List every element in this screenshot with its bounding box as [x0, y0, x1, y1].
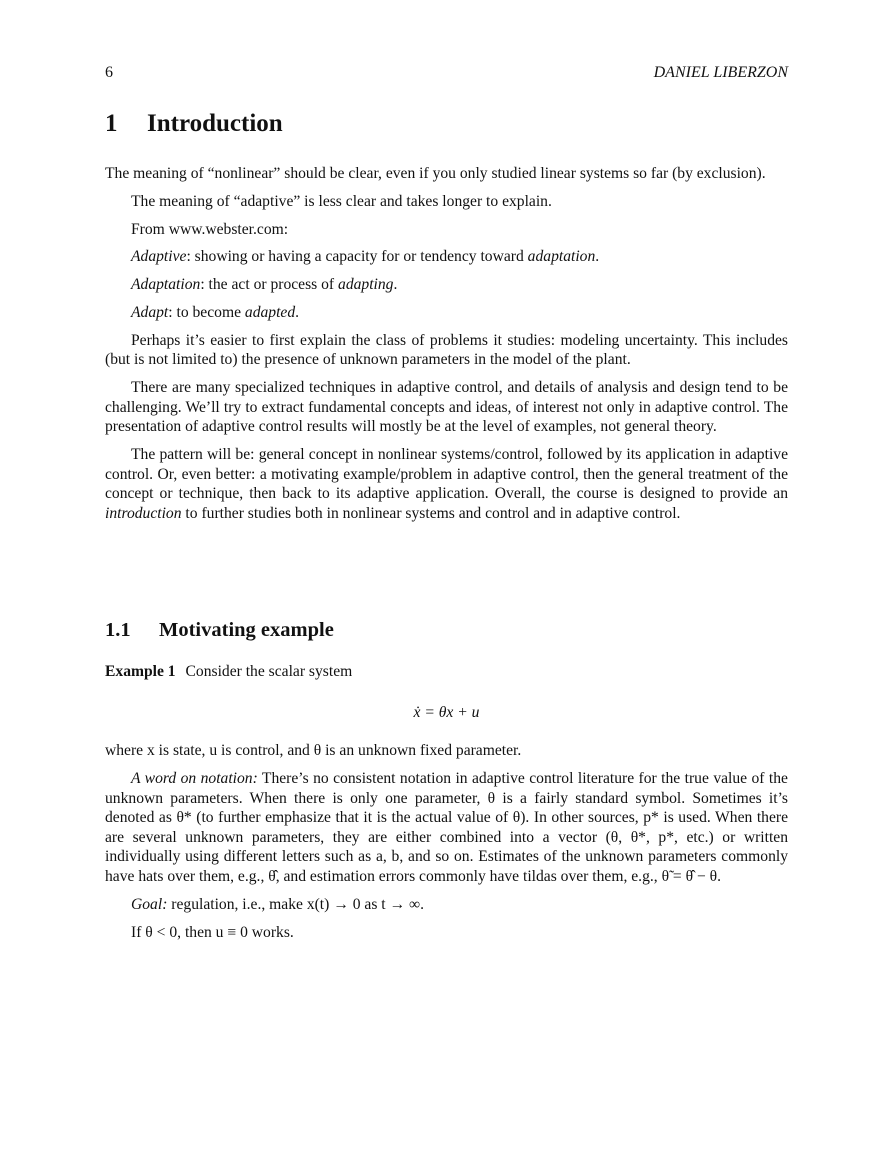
- goal-label: Goal:: [131, 895, 168, 913]
- definition-ref: adapted: [244, 303, 296, 321]
- definition-adaptive: Adaptive: showing or having a capacity for or tendency toward adaptation.: [131, 248, 600, 266]
- paragraph-where: where x is state, u is control, and θ is an unknown fixed parameter.: [105, 742, 522, 760]
- section-body: [105, 164, 788, 532]
- paragraph-uncertainty: Perhaps it’s easier to first explain the class of problems it studies: modeling uncertainty. This includes (but is not limited to) the presence of unknown parameters in the model of the plant.: [105, 331, 788, 369]
- definition-ref: adapting: [338, 276, 394, 294]
- definition-ref: adaptation: [527, 248, 596, 266]
- subsection-title: Motivating example: [159, 619, 334, 641]
- notation-text: There’s no consistent notation in adaptive control literature for the true value of the unknown parameters. When there is only one parameter, θ is a fairly standard symbol. Sometimes it’s denoted as θ* (to further emphasize that it is the actual value of θ). In other sources, p* is used. When there are several unknown parameters, they are either combined into a vector (θ, θ*, p*, etc.) or written individually using different letters such as a, b, and so on. Estimates of the unknown parameters commonly have hats over them, e.g., θ̂, and estimation errors commonly have tildas over them, e.g., θ̃ = θ̂ − θ.: [105, 769, 788, 885]
- section-number: 1: [105, 110, 118, 137]
- paragraph-techniques: There are many specialized techniques in adaptive control, and details of analysis and design tend to be challenging. We’ll try to extract fundamental concepts and ideas, of interest not only in adaptive control. The presentation of adaptive control results will mostly be at the level of examples, not general theory.: [105, 379, 788, 436]
- example-intro: [105, 662, 788, 682]
- goal-text: regulation, i.e., make x(t) → 0 as t → ∞.: [167, 895, 425, 913]
- definition-term: Adapt: [131, 303, 169, 321]
- running-header: [105, 64, 788, 86]
- definition-adaptation: Adaptation: the act or process of adapting.: [131, 276, 398, 294]
- running-author: DANIEL LIBERZON: [653, 64, 788, 81]
- page-number: 6: [105, 64, 113, 81]
- subsection-heading: [105, 619, 334, 642]
- paragraph-notation: [105, 769, 788, 887]
- section-title: Introduction: [147, 110, 283, 137]
- paragraph-webster: From www.webster.com:: [131, 220, 289, 238]
- subsection-number: 1.1: [105, 619, 131, 641]
- paragraph-pattern: The pattern will be: general concept in nonlinear systems/control, followed by its application in adaptive control. Or, even better: a motivating example/problem in adaptive control, then the general treatment of the concept or technique, then back to its adaptive application. Overall, the course is designed to provide an introduction to further studies both in nonlinear systems and control and in adaptive control.: [105, 446, 788, 522]
- paragraph-adaptive: The meaning of “adaptive” is less clear and takes longer to explain.: [131, 192, 552, 210]
- emphasis-introduction: introduction: [105, 504, 182, 522]
- display-equation: ẋ = θx + u: [413, 703, 480, 721]
- example-intro-text: Consider the scalar system: [185, 663, 353, 680]
- paragraph-conclusion: If θ < 0, then u ≡ 0 works.: [131, 923, 294, 941]
- definition-text: : showing or having a capacity for or tendency toward: [186, 248, 528, 266]
- definition-text: : to become: [168, 303, 245, 321]
- notation-label: A word on notation:: [131, 769, 258, 787]
- example-label: Example 1: [105, 663, 176, 680]
- example-block: [105, 662, 788, 950]
- paragraph-goal: [105, 895, 788, 915]
- definition-term: Adaptive: [131, 248, 187, 266]
- definition-adapt: Adapt: to become adapted.: [131, 303, 300, 321]
- definition-term: Adaptation: [131, 276, 201, 294]
- paragraph-nonlinear: The meaning of “nonlinear” should be clear, even if you only studied linear systems so far (by exclusion).: [105, 165, 766, 182]
- section-heading: [105, 110, 283, 138]
- definition-text: : the act or process of: [200, 276, 339, 294]
